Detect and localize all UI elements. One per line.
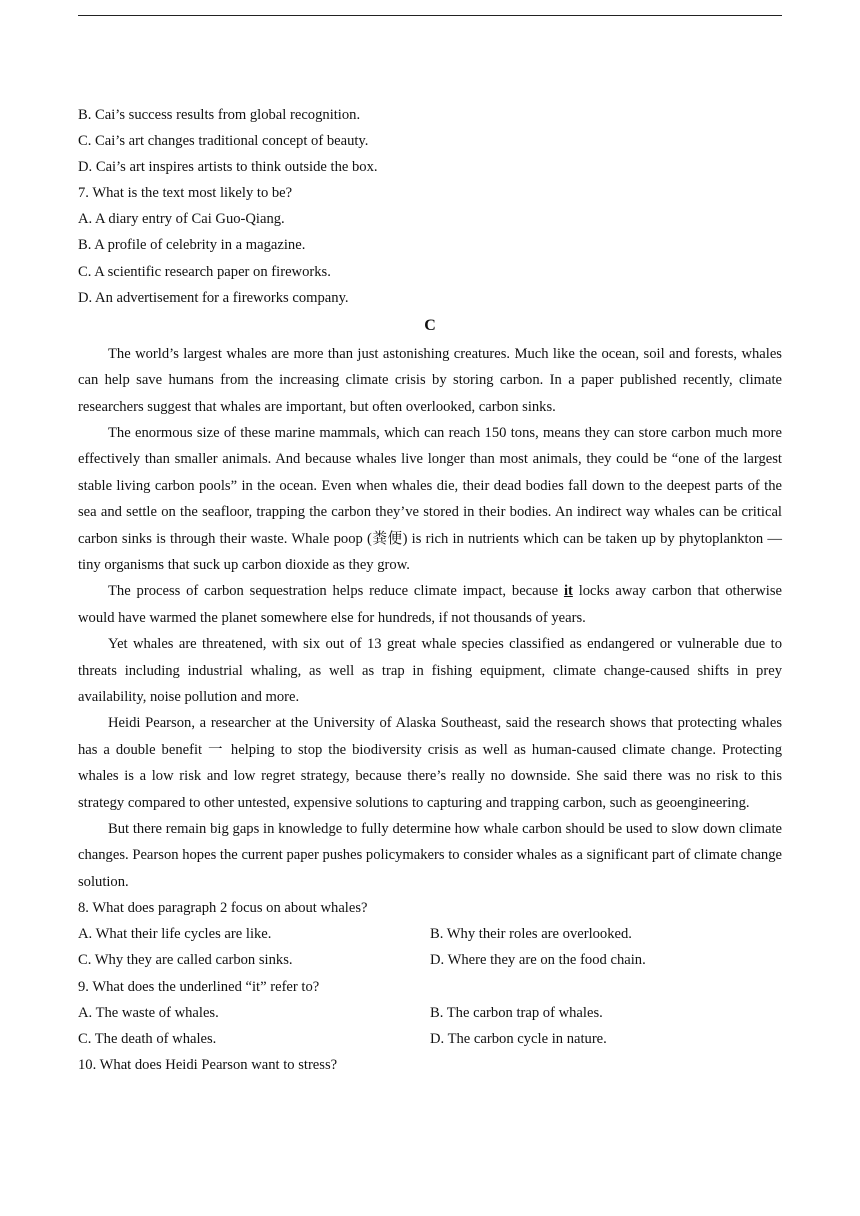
option-line: B. Cai’s success results from global recognition. bbox=[78, 107, 361, 123]
q7-option-d: D. An advertisement for a fireworks company. bbox=[78, 289, 349, 306]
q8-option-d: D. Where they are on the food chain. bbox=[430, 952, 646, 969]
q9-option-a: A. The waste of whales. bbox=[78, 1004, 219, 1021]
q7-option-b: B. A profile of celebrity in a magazine. bbox=[78, 237, 306, 254]
paragraph-3-text-after: locks away carbon that otherwise would have warmed the planet somewhere else for hundreds, if not thousands of years. bbox=[78, 583, 782, 626]
question-9: 9. What does the underlined “it” refer to? bbox=[78, 978, 320, 995]
q9-option-b: B. The carbon trap of whales. bbox=[430, 1004, 603, 1021]
q8-options-row-1 bbox=[78, 921, 782, 947]
option-line: D. Cai’s art inspires artists to think outside the box. bbox=[78, 159, 378, 176]
q8-option-b: B. Why their roles are overlooked. bbox=[430, 926, 632, 943]
passage-paragraph-3 bbox=[78, 578, 782, 631]
passage-paragraph-6: But there remain big gaps in knowledge to fully determine how whale carbon should be used to slow down climate changes. Pearson hopes the current paper pushes policymakers to consider whales as a significant part of climate change solution. bbox=[78, 821, 782, 890]
passage-paragraph-5: Heidi Pearson, a researcher at the University of Alaska Southeast, said the research shows that protecting whales has a double benefit 一 helping to stop the biodiversity crisis as well as human-caused climate change. Protecting whales is a low risk and low regret strategy, because there’s really no downside. She said there was no risk to this strategy compared to other untested, expensive solutions to capturing and trapping carbon, such as geoengineering. bbox=[78, 715, 782, 811]
q8-option-c: C. Why they are called carbon sinks. bbox=[78, 952, 293, 969]
question-10: 10. What does Heidi Pearson want to stress? bbox=[78, 1056, 338, 1073]
section-heading: C bbox=[424, 316, 436, 334]
question-8: 8. What does paragraph 2 focus on about whales? bbox=[78, 900, 368, 917]
q9-options-row-2 bbox=[78, 1026, 782, 1052]
passage-paragraph-2: The enormous size of these marine mammals, which can reach 150 tons, means they can store carbon much more effectively than smaller animals. And because whales live longer than most animals, they could be “one of the largest stable living carbon pools” in the ocean. Even when whales die, their dead bodies fall down to the deepest parts of the sea and settle on the seafloor, trapping the carbon they’ve stored in their bodies. An indirect way whales can be critical carbon sinks is through their waste. Whale poop (粪便) is rich in nutrients which can be taken up by phytoplankton — tiny organisms that suck up carbon dioxide as they grow. bbox=[78, 424, 782, 573]
question-7: 7. What is the text most likely to be? bbox=[78, 185, 293, 202]
q8-options-row-2 bbox=[78, 947, 782, 973]
passage-paragraph-1: The world’s largest whales are more than just astonishing creatures. Much like the ocean, soil and forests, whales can help save humans from the increasing climate crisis by storing carbon. In a paper published recently, climate researchers suggest that whales are important, but often overlooked, carbon sinks. bbox=[78, 345, 782, 415]
paragraph-3-text-before: The process of carbon sequestration helps reduce climate impact, because bbox=[108, 583, 564, 600]
q8-option-a: A. What their life cycles are like. bbox=[78, 926, 272, 943]
q7-option-a: A. A diary entry of Cai Guo-Qiang. bbox=[78, 211, 285, 228]
option-line: C. Cai’s art changes traditional concept of beauty. bbox=[78, 133, 369, 150]
passage-paragraph-4: Yet whales are threatened, with six out of 13 great whale species classified as endangered or vulnerable due to threats including industrial whaling, as well as trap in fishing equipment, climate change-caused shifts in prey availability, noise pollution and more. bbox=[78, 636, 782, 706]
q9-option-c: C. The death of whales. bbox=[78, 1030, 217, 1047]
q9-option-d: D. The carbon cycle in nature. bbox=[430, 1030, 607, 1047]
q7-option-c: C. A scientific research paper on fireworks. bbox=[78, 263, 331, 280]
document-body bbox=[78, 102, 782, 1078]
header-rule bbox=[78, 15, 782, 16]
underlined-it: it bbox=[563, 583, 573, 600]
q9-options-row-1 bbox=[78, 1000, 782, 1026]
